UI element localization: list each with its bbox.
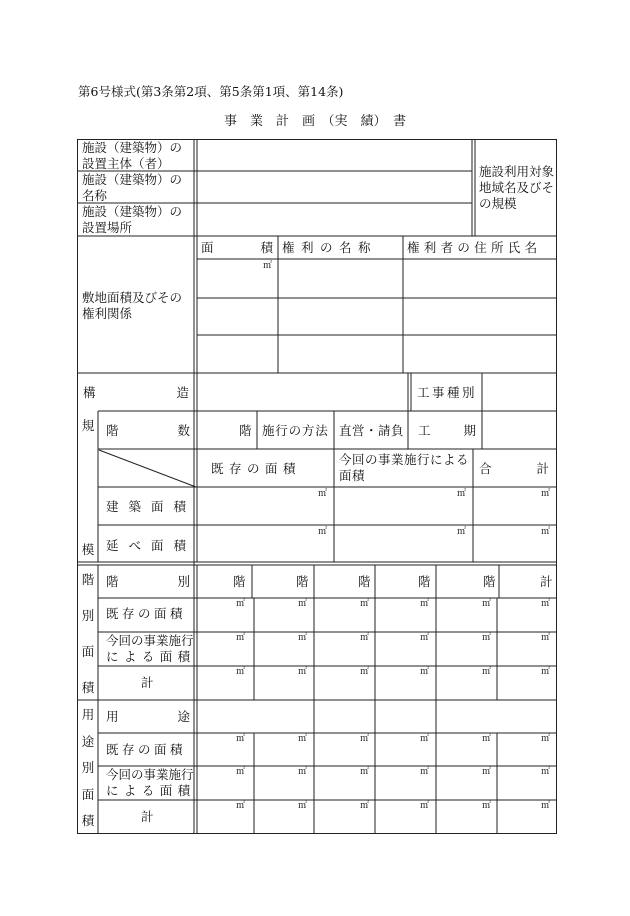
unit-icon: ㎡ [298,734,308,744]
unit-icon: ㎡ [457,527,467,537]
existing-area-header: 既存の面積 [211,461,302,476]
unit-icon: ㎡ [360,767,370,777]
unit-icon: ㎡ [236,633,246,643]
facility-name-label: 施設（建築物）の名称 [82,172,183,203]
unit-icon: ㎡ [420,734,430,744]
floor-col-1: 階 [233,574,246,589]
floor-col-5: 階 [483,574,496,589]
total-floor-area-label: 延べ面積 [106,538,197,553]
unit-icon: ㎡ [298,633,308,643]
unit-icon: ㎡ [541,667,551,677]
floor-col-2: 階 [296,574,309,589]
unit-icon: ㎡ [360,734,370,744]
unit-icon: ㎡ [420,599,430,609]
period-label: 工 期 [418,423,476,438]
scale-side-label: 規 模 [81,418,95,557]
unit-icon: ㎡ [541,489,551,499]
unit-icon: ㎡ [420,801,430,811]
unit-icon: ㎡ [541,633,551,643]
floor-this-project-label-1: 今回の事業施行 [106,633,194,648]
unit-icon: ㎡ [420,633,430,643]
unit-icon: ㎡ [360,801,370,811]
target-area-label: 施設利用対象地域名及びその規模 [479,164,555,211]
unit-icon: ㎡ [482,667,492,677]
floor-existing-label: 既存の面積 [106,606,187,621]
floor-col-4: 階 [418,574,431,589]
use-area-side-label: 用 途 別 面 積 [81,707,95,828]
floor-label: 階 別 [106,574,190,589]
site-col-right-holder: 権利者の住所氏名 [407,240,542,255]
site-col-area: 面 積 [201,240,273,255]
unit-icon: ㎡ [360,667,370,677]
unit-icon: ㎡ [482,767,492,777]
unit-icon: ㎡ [236,801,246,811]
unit-icon: ㎡ [298,767,308,777]
site-col-right-name: 権利の名称 [282,240,378,255]
structure-label: 構 造 [83,385,189,400]
floor-col-3: 階 [358,574,371,589]
use-label: 用 途 [106,709,190,724]
facility-location-label: 施設（建築物）の設置場所 [82,204,183,235]
use-row-total-label: 計 [141,809,154,824]
construction-type-label: 工事種別 [417,385,478,400]
unit-icon: ㎡ [541,527,551,537]
use-this-project-label-1: 今回の事業施行 [106,767,194,782]
unit-icon: ㎡ [541,767,551,777]
unit-icon: ㎡ [236,667,246,677]
unit-icon: ㎡ [420,667,430,677]
building-area-label: 建築面積 [106,499,197,514]
document-title: 事 業 計 画 （実 績） 書 [223,114,406,129]
unit-icon: ㎡ [541,599,551,609]
floor-total-col: 計 [540,574,553,589]
unit-icon: ㎡ [482,599,492,609]
unit-icon: ㎡ [318,527,328,537]
unit-icon: ㎡ [298,599,308,609]
floors-label: 階 数 [106,423,190,438]
floor-row-total-label: 計 [141,675,154,690]
this-project-area-header: 今回の事業施行による面積 [339,452,470,483]
total-header: 合 計 [479,461,549,476]
unit-icon: ㎡ [298,667,308,677]
direct-contract-label: 直営・請負 [339,423,405,438]
unit-icon: ㎡ [298,801,308,811]
unit-icon: ㎡ [482,734,492,744]
unit-icon: ㎡ [360,633,370,643]
execution-method-label: 施行の方法 [262,423,329,438]
unit-icon: ㎡ [541,801,551,811]
floor-unit: 階 [239,423,252,438]
site-label: 敷地面積及びその権利関係 [82,290,183,321]
unit-icon: ㎡ [541,734,551,744]
floor-this-project-label-2: による面積 [106,649,196,664]
owner-label: 施設（建築物）の設置主体（者） [82,140,183,171]
use-this-project-label-2: による面積 [106,783,196,798]
unit-icon: ㎡ [236,734,246,744]
floor-area-side-label: 階 別 面 積 [81,572,95,695]
unit-icon: ㎡ [236,767,246,777]
unit-icon: ㎡ [236,599,246,609]
unit-icon: ㎡ [318,489,328,499]
site-area-unit: ㎡ [263,261,273,271]
unit-icon: ㎡ [360,599,370,609]
unit-icon: ㎡ [482,801,492,811]
unit-icon: ㎡ [420,767,430,777]
form-number: 第6号様式(第3条第2項、第5条第1項、第14条) [78,84,344,99]
unit-icon: ㎡ [482,633,492,643]
use-existing-label: 既存の面積 [106,742,187,757]
unit-icon: ㎡ [457,489,467,499]
